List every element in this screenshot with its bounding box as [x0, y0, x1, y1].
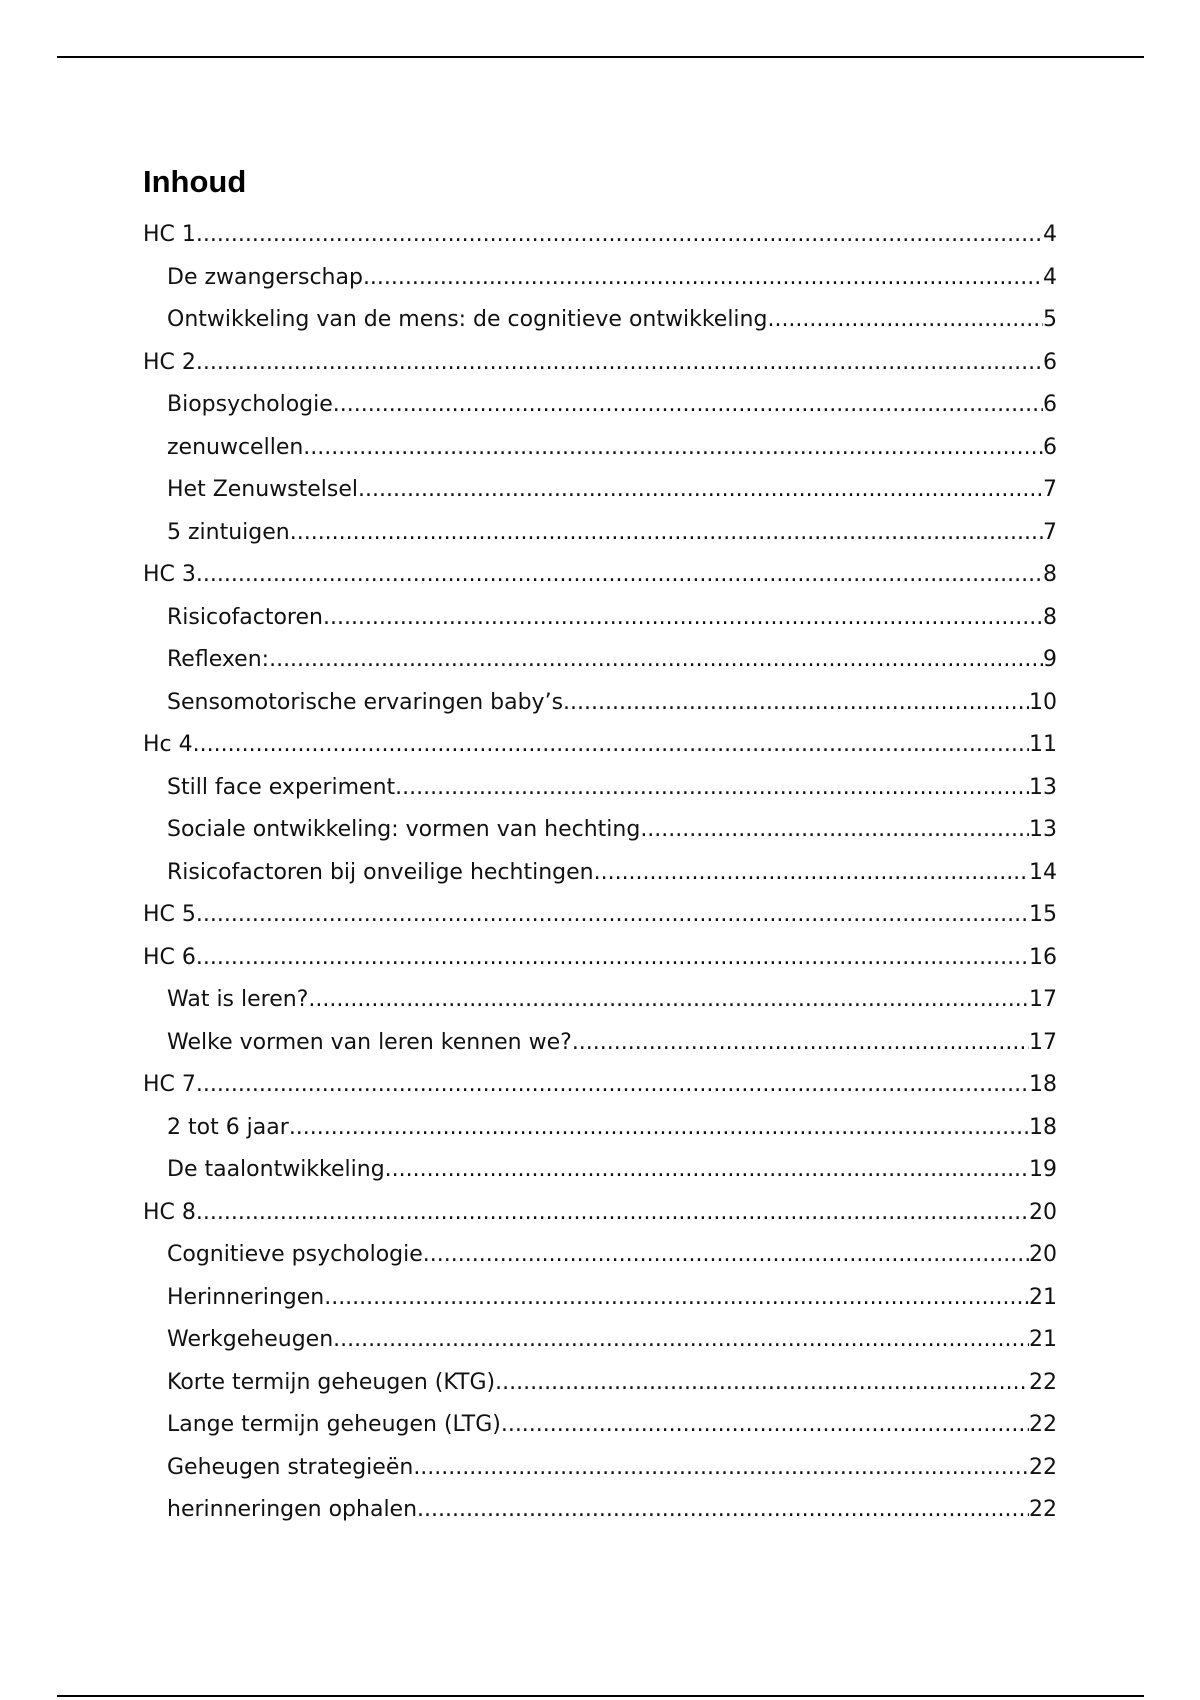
toc-dot-leader [196, 214, 1043, 257]
toc-entry-section[interactable] [143, 639, 1057, 682]
toc-dot-leader [423, 1234, 1029, 1277]
toc-dot-leader [640, 809, 1029, 852]
toc-entry-label: De zwangerschap [167, 264, 363, 290]
toc-entry-label: HC 7 [143, 1072, 196, 1097]
toc-entry-label: Risicofactoren bij onveilige hechtingen [167, 859, 594, 885]
toc-entry-section[interactable] [143, 597, 1057, 640]
toc-entry-label: Korte termijn geheugen (KTG) [167, 1369, 496, 1395]
toc-entry-section[interactable] [143, 1107, 1057, 1150]
toc-entry-page-number: 18 [1029, 1114, 1057, 1140]
toc-entry-label: Geheugen strategieën [167, 1454, 414, 1480]
toc-entry-section[interactable] [143, 767, 1057, 810]
toc-entry-label: De taalontwikkeling [167, 1157, 385, 1182]
toc-dot-leader [572, 1022, 1029, 1065]
toc-entry-label: Het Zenuwstelsel [167, 477, 359, 502]
toc-entry-section[interactable] [143, 1404, 1057, 1447]
toc-entry-label: HC 8 [143, 1199, 196, 1225]
toc-entry-page-number: 11 [1029, 732, 1057, 757]
toc-entry-section[interactable] [143, 1489, 1057, 1532]
toc-entry-chapter[interactable] [143, 724, 1057, 767]
toc-entry-page-number: 5 [1043, 307, 1057, 332]
toc-entry-page-number: 19 [1029, 1157, 1057, 1182]
toc-entry-section[interactable] [143, 469, 1057, 512]
toc-entry-section[interactable] [143, 852, 1057, 895]
toc-entry-section[interactable] [143, 512, 1057, 555]
toc-entry-page-number: 4 [1043, 264, 1057, 290]
toc-entry-label: Sensomotorische ervaringen baby’s [167, 689, 564, 715]
toc-entry-chapter[interactable] [143, 894, 1057, 937]
toc-entry-page-number: 7 [1043, 519, 1057, 545]
toc-entry-page-number: 21 [1029, 1284, 1057, 1310]
toc-entry-section[interactable] [143, 1447, 1057, 1490]
toc-dot-leader [196, 554, 1043, 597]
toc-entry-label: HC 2 [143, 349, 196, 375]
table-of-contents [143, 163, 1057, 1532]
toc-entry-label: HC 5 [143, 902, 196, 927]
toc-entry-page-number: 13 [1029, 817, 1057, 842]
toc-entry-label: Reflexen: [167, 647, 270, 672]
toc-dot-leader [196, 1064, 1029, 1107]
toc-entry-section[interactable] [143, 1362, 1057, 1405]
toc-entry-label: 2 tot 6 jaar [167, 1114, 289, 1140]
toc-entry-section[interactable] [143, 1234, 1057, 1277]
toc-dot-leader [358, 469, 1043, 512]
toc-list [143, 214, 1057, 1532]
toc-entry-section[interactable] [143, 1277, 1057, 1320]
toc-dot-leader [193, 724, 1029, 767]
toc-entry-label: Werkgeheugen [167, 1327, 334, 1352]
toc-entry-page-number: 22 [1029, 1369, 1057, 1395]
toc-entry-page-number: 20 [1029, 1199, 1057, 1225]
toc-dot-leader [385, 1149, 1029, 1192]
toc-entry-section[interactable] [143, 1319, 1057, 1362]
toc-entry-label: 5 zintuigen [167, 519, 290, 545]
toc-entry-chapter[interactable] [143, 937, 1057, 980]
toc-dot-leader [303, 427, 1043, 470]
toc-entry-page-number: 21 [1029, 1327, 1057, 1352]
toc-dot-leader [501, 1404, 1029, 1447]
toc-entry-page-number: 4 [1043, 222, 1057, 247]
toc-entry-page-number: 15 [1029, 902, 1057, 927]
toc-dot-leader [308, 979, 1029, 1022]
toc-entry-section[interactable] [143, 809, 1057, 852]
toc-entry-label: Herinneringen [167, 1284, 325, 1310]
toc-entry-section[interactable] [143, 427, 1057, 470]
header-rule [57, 56, 1144, 58]
toc-title: Inhoud [143, 164, 247, 199]
toc-entry-label: Biopsychologie [167, 392, 333, 417]
toc-entry-page-number: 8 [1043, 604, 1057, 630]
toc-entry-page-number: 6 [1043, 392, 1057, 417]
toc-dot-leader [196, 342, 1043, 385]
toc-dot-leader [563, 682, 1029, 725]
toc-dot-leader [290, 512, 1043, 555]
toc-entry-label: Sociale ontwikkeling: vormen van hechting [167, 817, 641, 842]
toc-entry-label: HC 1 [143, 222, 196, 247]
toc-entry-page-number: 16 [1029, 944, 1057, 970]
toc-entry-page-number: 17 [1029, 987, 1057, 1012]
toc-entry-label: HC 6 [143, 944, 196, 970]
toc-entry-page-number: 22 [1029, 1454, 1057, 1480]
toc-dot-leader [333, 1319, 1029, 1362]
toc-entry-page-number: 20 [1029, 1242, 1057, 1267]
toc-dot-leader [417, 1489, 1029, 1532]
toc-entry-label: HC 3 [143, 562, 196, 587]
toc-entry-section[interactable] [143, 1022, 1057, 1065]
toc-entry-label: Ontwikkeling van de mens: de cognitieve ontwikkeling [167, 307, 768, 332]
toc-dot-leader [196, 894, 1029, 937]
toc-dot-leader [323, 597, 1043, 640]
toc-entry-chapter[interactable] [143, 554, 1057, 597]
toc-entry-section[interactable] [143, 299, 1057, 342]
toc-entry-label: Wat is leren? [167, 987, 309, 1012]
toc-entry-label: Hc 4 [143, 732, 193, 757]
toc-entry-page-number: 14 [1029, 859, 1057, 885]
toc-entry-page-number: 17 [1029, 1029, 1057, 1055]
toc-entry-section[interactable] [143, 979, 1057, 1022]
toc-entry-page-number: 10 [1029, 689, 1057, 715]
toc-dot-leader [289, 1107, 1029, 1150]
toc-dot-leader [767, 299, 1043, 342]
toc-entry-page-number: 6 [1043, 434, 1057, 460]
toc-entry-label: herinneringen ophalen [167, 1497, 418, 1522]
toc-entry-label: Cognitieve psychologie [167, 1242, 423, 1267]
toc-entry-section[interactable] [143, 682, 1057, 725]
toc-entry-label: Lange termijn geheugen (LTG) [167, 1412, 501, 1437]
toc-entry-chapter[interactable] [143, 342, 1057, 385]
toc-dot-leader [324, 1277, 1029, 1320]
toc-entry-label: zenuwcellen [167, 434, 304, 460]
toc-dot-leader [395, 767, 1029, 810]
toc-entry-chapter[interactable] [143, 214, 1057, 257]
toc-entry-section[interactable] [143, 384, 1057, 427]
toc-entry-label: Still face experiment [167, 774, 396, 800]
toc-dot-leader [269, 639, 1043, 682]
toc-dot-leader [363, 257, 1043, 300]
toc-entry-page-number: 13 [1029, 774, 1057, 800]
toc-dot-leader [413, 1447, 1029, 1490]
toc-dot-leader [333, 384, 1043, 427]
toc-entry-label: Risicofactoren [167, 604, 323, 630]
toc-entry-section[interactable] [143, 1149, 1057, 1192]
toc-dot-leader [495, 1362, 1029, 1405]
toc-entry-page-number: 9 [1043, 647, 1057, 672]
toc-dot-leader [196, 937, 1029, 980]
toc-entry-page-number: 22 [1029, 1497, 1057, 1522]
toc-entry-page-number: 22 [1029, 1412, 1057, 1437]
toc-dot-leader [196, 1192, 1029, 1235]
toc-entry-section[interactable] [143, 257, 1057, 300]
toc-entry-page-number: 8 [1043, 562, 1057, 587]
toc-entry-chapter[interactable] [143, 1064, 1057, 1107]
toc-entry-page-number: 18 [1029, 1072, 1057, 1097]
toc-entry-page-number: 6 [1043, 349, 1057, 375]
toc-dot-leader [594, 852, 1029, 895]
toc-entry-label: Welke vormen van leren kennen we? [167, 1029, 572, 1055]
footer-rule [57, 1695, 1144, 1697]
toc-entry-page-number: 7 [1043, 477, 1057, 502]
toc-entry-chapter[interactable] [143, 1192, 1057, 1235]
